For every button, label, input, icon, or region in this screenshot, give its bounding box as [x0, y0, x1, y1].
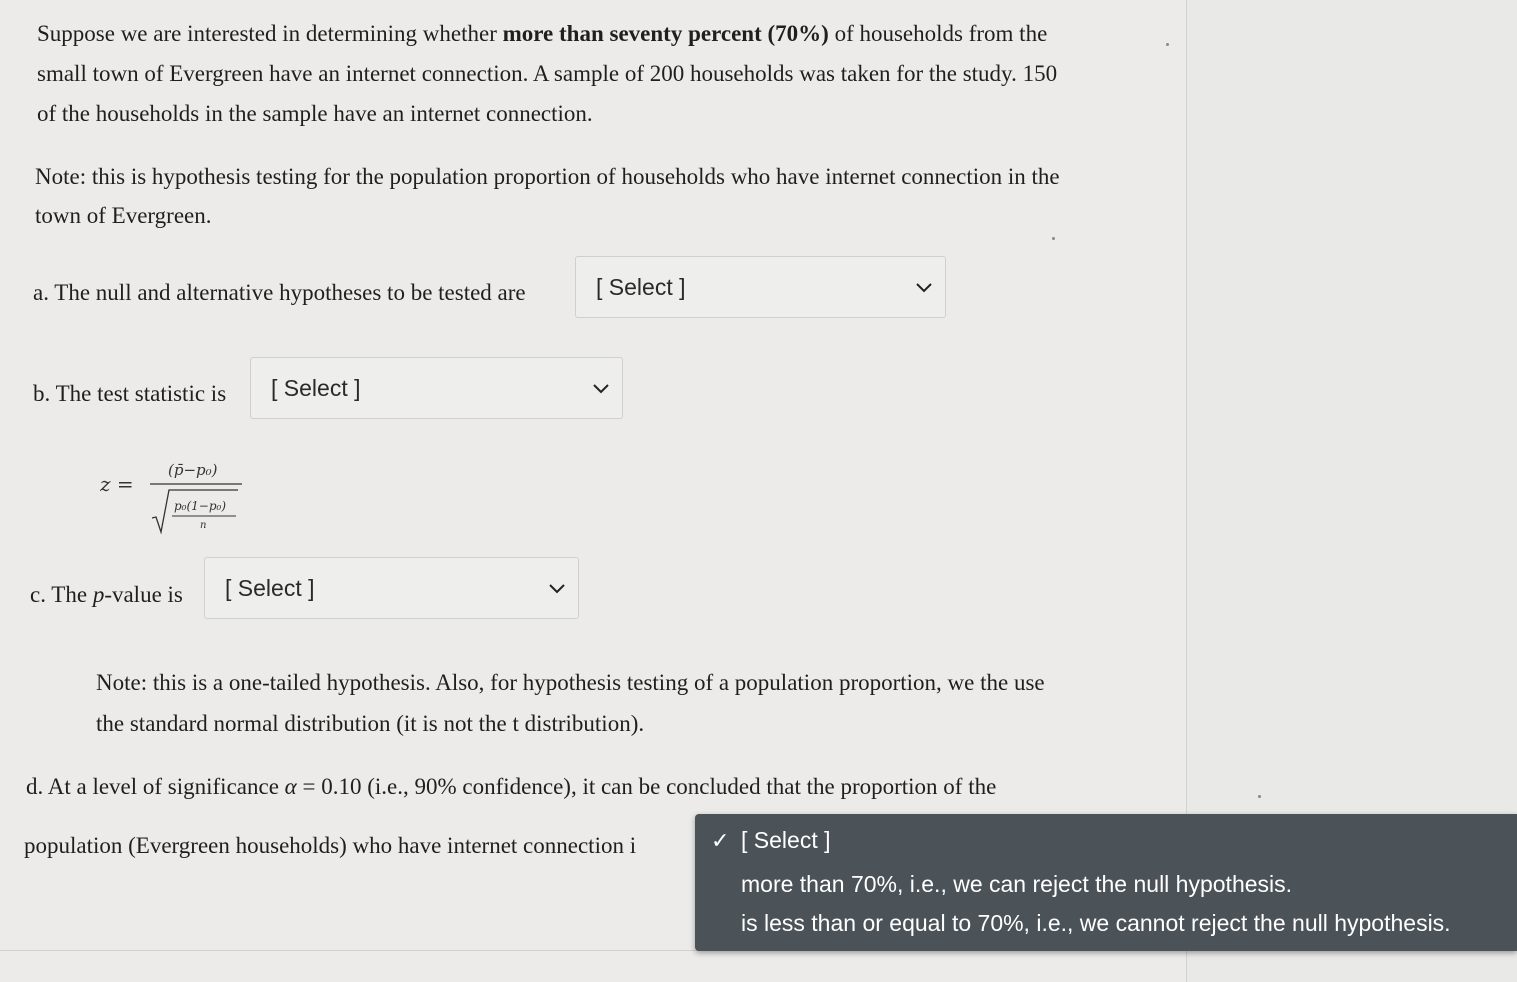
chevron-down-icon [592, 379, 610, 397]
dropdown-option-more-than[interactable]: more than 70%, i.e., we can reject the null hypothesis. [741, 871, 1293, 897]
part-d-line-1 [26, 767, 996, 807]
scan-speck [1052, 237, 1055, 240]
scan-speck [1258, 795, 1261, 798]
intro-line-3: of the households in the sample have an internet connection. [37, 101, 593, 126]
check-icon: ✓ [711, 828, 730, 853]
note-1-line-2: town of Evergreen. [35, 203, 212, 228]
hypotheses-select-label: [ Select ] [596, 273, 686, 300]
part-a-label: a. The null and alternative hypotheses to be tested are [33, 280, 526, 305]
p-value-select[interactable] [204, 557, 579, 619]
formula-denominator-top: p₀(1−p₀) [174, 499, 227, 513]
formula-denominator-bottom: n [200, 520, 207, 531]
part-d-prefix: d. At a level of significance [26, 774, 279, 799]
part-d-alpha-value: = 0.10 [302, 774, 362, 799]
note-2-line-1: Note: this is a one-tailed hypothesis. Also, for hypothesis testing of a population proportion, we the use [96, 670, 1045, 695]
z-statistic-formula [100, 455, 260, 540]
formula-numerator: (p̄−p₀) [168, 461, 218, 479]
part-c-suffix: -value is [104, 582, 183, 607]
formula-lhs: z = [100, 472, 134, 496]
conclusion-dropdown-menu[interactable] [695, 814, 1517, 951]
alpha-symbol: α [284, 774, 297, 799]
part-c-label [30, 575, 183, 615]
intro-line-2: small town of Evergreen have an internet connection. A sample of 200 households was taken for the study. 150 [37, 61, 1058, 86]
scan-speck [1166, 43, 1169, 46]
test-statistic-select[interactable] [250, 357, 623, 419]
part-c-prefix: c. The [30, 582, 88, 607]
test-statistic-select-label: [ Select ] [271, 374, 361, 401]
intro-bold-text: more than seventy percent (70%) [502, 21, 829, 46]
part-b-label: b. The test statistic is [33, 381, 227, 406]
note-2-line-2: the standard normal distribution (it is not the t distribution). [96, 711, 645, 736]
intro-text-1: Suppose we are interested in determining whether [37, 21, 497, 46]
chevron-down-icon [548, 579, 566, 597]
note-1-line-1: Note: this is hypothesis testing for the population proportion of households who have internet connection in the [35, 164, 1060, 189]
hypotheses-select[interactable] [575, 256, 946, 318]
part-d-line-2: population (Evergreen households) who have internet connection i [24, 833, 637, 858]
part-c-italic: p [92, 582, 105, 607]
part-d-suffix: (i.e., 90% confidence), it can be concluded that the proportion of the [367, 774, 997, 799]
dropdown-option-selected[interactable]: [ Select ] [741, 827, 831, 853]
chevron-down-icon [915, 278, 933, 296]
p-value-select-label: [ Select ] [225, 574, 315, 601]
dropdown-option-less-equal[interactable]: is less than or equal to 70%, i.e., we cannot reject the null hypothesis. [741, 910, 1451, 936]
intro-text-2: of households from the [834, 21, 1048, 46]
intro-line-1 [37, 14, 1047, 54]
